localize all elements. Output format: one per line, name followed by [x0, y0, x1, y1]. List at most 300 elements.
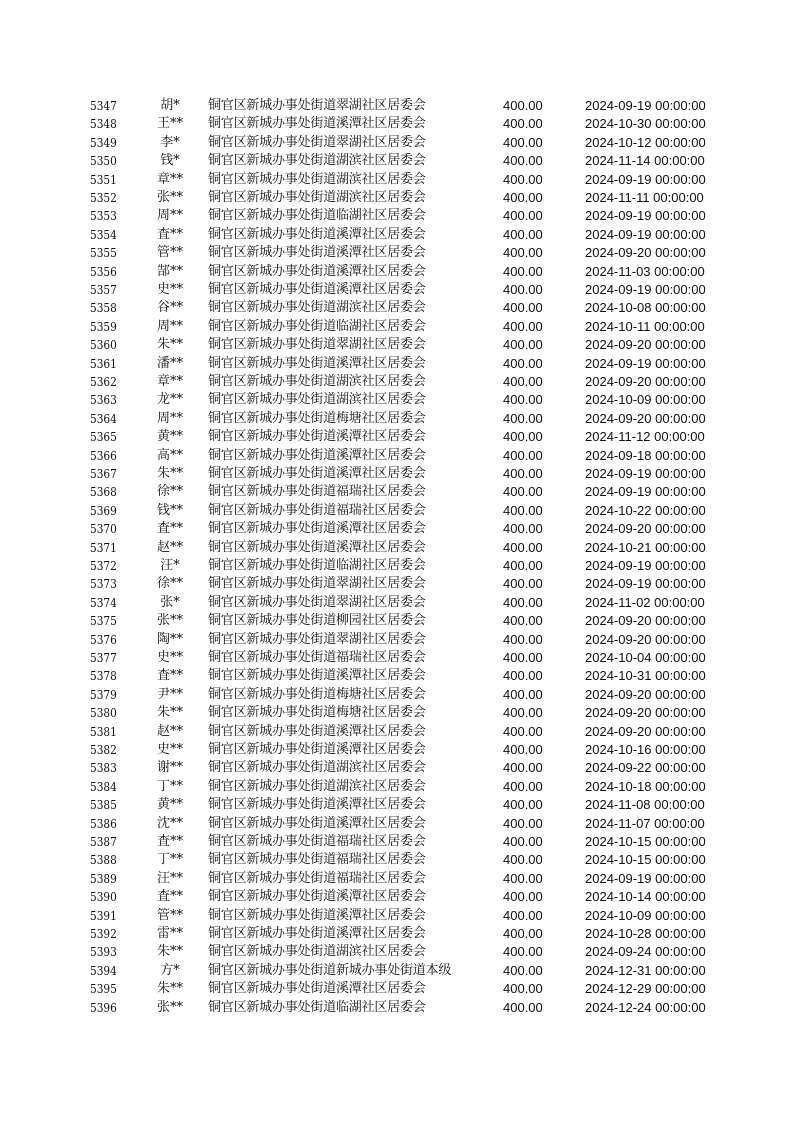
recipient-name-cell: 査** [156, 226, 183, 242]
organization-cell: 铜官区新城办事处街道临湖社区居委会 [208, 208, 426, 224]
table-row [0, 925, 793, 943]
date-cell: 2024-09-19 00:00:00 [585, 282, 706, 297]
date-cell: 2024-09-20 00:00:00 [585, 337, 706, 353]
table-row [0, 115, 793, 133]
recipient-name-cell: 朱** [156, 337, 183, 353]
record-id-cell: 5363 [90, 393, 117, 408]
amount-cell: 400.00 [503, 282, 543, 297]
table-row [0, 539, 793, 557]
record-id-cell: 5384 [90, 779, 117, 794]
date-cell: 2024-09-19 00:00:00 [585, 576, 706, 592]
record-id-cell: 5354 [90, 227, 117, 242]
record-id-cell: 5362 [90, 375, 117, 389]
date-cell: 2024-09-24 00:00:00 [585, 944, 706, 960]
date-cell: 2024-09-20 00:00:00 [585, 686, 706, 702]
record-id-cell: 5395 [90, 982, 117, 997]
record-id-cell: 5351 [90, 172, 117, 187]
amount-cell: 400.00 [503, 208, 543, 224]
organization-cell: 铜官区新城办事处街道临湖社区居委会 [208, 318, 426, 334]
recipient-name-cell: 胡* [160, 98, 180, 113]
amount-cell: 400.00 [503, 723, 543, 739]
date-cell: 2024-11-14 00:00:00 [585, 153, 705, 169]
recipient-name-cell: 査** [156, 668, 183, 684]
recipient-name-cell: 郜** [156, 263, 183, 279]
table-row [0, 907, 793, 925]
amount-cell: 400.00 [503, 834, 543, 849]
date-cell: 2024-10-15 00:00:00 [585, 852, 706, 868]
table-row [0, 704, 793, 722]
date-cell: 2024-09-22 00:00:00 [585, 760, 706, 776]
organization-cell: 铜官区新城办事处街道溪潭社区居委会 [208, 245, 426, 261]
organization-cell: 铜官区新城办事处街道湖滨社区居委会 [208, 778, 426, 794]
table-row [0, 999, 793, 1017]
amount-cell: 400.00 [503, 705, 543, 721]
date-cell: 2024-11-12 00:00:00 [585, 429, 705, 445]
organization-cell: 铜官区新城办事处街道翠湖社区居委会 [208, 631, 426, 647]
table-row [0, 520, 793, 538]
amount-cell: 400.00 [503, 134, 543, 150]
table-row [0, 410, 793, 428]
recipient-name-cell: 方* [160, 962, 180, 978]
recipient-name-cell: 査** [156, 889, 183, 905]
recipient-name-cell: 朱** [156, 705, 183, 721]
record-id-cell: 5387 [90, 835, 117, 849]
recipient-name-cell: 黄** [156, 429, 183, 445]
amount-cell: 400.00 [503, 300, 543, 316]
amount-cell: 400.00 [503, 742, 543, 757]
record-id-cell: 5393 [90, 945, 117, 960]
date-cell: 2024-09-20 00:00:00 [585, 705, 706, 721]
record-id-cell: 5374 [90, 595, 117, 610]
recipient-name-cell: 査** [156, 834, 183, 849]
recipient-name-cell: 高** [156, 447, 183, 463]
organization-cell: 铜官区新城办事处街道翠湖社区居委会 [208, 576, 426, 592]
amount-cell: 400.00 [503, 410, 543, 426]
record-id-cell: 5368 [90, 485, 117, 500]
organization-cell: 铜官区新城办事处街道溪潭社区居委会 [208, 226, 426, 242]
record-id-cell: 5383 [90, 761, 117, 776]
recipient-name-cell: 尹** [156, 686, 183, 702]
organization-cell: 铜官区新城办事处街道新城办事处街道本级 [208, 962, 452, 978]
date-cell: 2024-09-18 00:00:00 [585, 447, 706, 463]
recipient-name-cell: 汪** [156, 870, 183, 886]
record-id-cell: 5348 [90, 117, 117, 132]
date-cell: 2024-09-19 00:00:00 [585, 171, 706, 187]
date-cell: 2024-10-14 00:00:00 [585, 889, 706, 905]
table-row [0, 962, 793, 980]
date-cell: 2024-11-03 00:00:00 [585, 263, 705, 279]
amount-cell: 400.00 [503, 686, 543, 702]
record-id-cell: 5365 [90, 430, 117, 445]
amount-cell: 400.00 [503, 355, 543, 371]
table-row [0, 226, 793, 244]
date-cell: 2024-09-20 00:00:00 [585, 631, 706, 647]
recipient-name-cell: 张** [156, 613, 183, 629]
amount-cell: 400.00 [503, 668, 543, 684]
table-row [0, 631, 793, 649]
amount-cell: 400.00 [503, 190, 543, 205]
organization-cell: 铜官区新城办事处街道湖滨社区居委会 [208, 760, 426, 776]
date-cell: 2024-09-20 00:00:00 [585, 374, 706, 389]
amount-cell: 400.00 [503, 374, 543, 389]
record-id-cell: 5347 [90, 99, 117, 113]
table-row [0, 244, 793, 262]
record-id-cell: 5380 [90, 706, 117, 721]
organization-cell: 铜官区新城办事处街道溪潭社区居委会 [208, 797, 426, 813]
organization-cell: 铜官区新城办事处街道溪潭社区居委会 [208, 539, 426, 555]
table-row [0, 888, 793, 906]
table-row [0, 189, 793, 207]
amount-cell: 400.00 [503, 466, 543, 481]
record-id-cell: 5361 [90, 356, 117, 371]
date-cell: 2024-09-19 00:00:00 [585, 558, 706, 573]
amount-cell: 400.00 [503, 889, 543, 905]
table-row [0, 97, 793, 115]
recipient-name-cell: 周** [156, 318, 183, 334]
table-row [0, 741, 793, 759]
date-cell: 2024-10-18 00:00:00 [585, 778, 706, 794]
record-id-cell: 5390 [90, 890, 117, 905]
record-id-cell: 5378 [90, 669, 117, 684]
record-id-cell: 5367 [90, 467, 117, 481]
recipient-name-cell: 潘** [156, 355, 183, 371]
organization-cell: 铜官区新城办事处街道湖滨社区居委会 [208, 944, 426, 960]
recipient-name-cell: 朱** [156, 466, 183, 481]
date-cell: 2024-10-30 00:00:00 [585, 116, 706, 132]
date-cell: 2024-10-11 00:00:00 [585, 318, 705, 334]
organization-cell: 铜官区新城办事处街道溪潭社区居委会 [208, 815, 426, 831]
organization-cell: 铜官区新城办事处街道湖滨社区居委会 [208, 300, 426, 316]
recipient-name-cell: 龙** [156, 392, 183, 408]
organization-cell: 铜官区新城办事处街道溪潭社区居委会 [208, 282, 426, 297]
date-cell: 2024-11-02 00:00:00 [585, 594, 705, 610]
table-row [0, 318, 793, 336]
amount-cell: 400.00 [503, 944, 543, 960]
recipient-name-cell: 张** [156, 190, 183, 205]
date-cell: 2024-10-09 00:00:00 [585, 392, 706, 408]
date-cell: 2024-10-22 00:00:00 [585, 502, 706, 518]
amount-cell: 400.00 [503, 98, 543, 113]
table-row [0, 833, 793, 851]
date-cell: 2024-09-20 00:00:00 [585, 521, 706, 537]
recipient-name-cell: 谷** [156, 300, 183, 316]
amount-cell: 400.00 [503, 521, 543, 537]
date-cell: 2024-10-31 00:00:00 [585, 668, 706, 684]
organization-cell: 铜官区新城办事处街道湖滨社区居委会 [208, 153, 426, 169]
date-cell: 2024-09-19 00:00:00 [585, 870, 706, 886]
table-row [0, 943, 793, 961]
date-cell: 2024-10-08 00:00:00 [585, 300, 706, 316]
organization-cell: 铜官区新城办事处街道福瑞社区居委会 [208, 484, 426, 500]
organization-cell: 铜官区新城办事处街道湖滨社区居委会 [208, 374, 426, 389]
record-id-cell: 5349 [90, 135, 117, 150]
table-row [0, 447, 793, 465]
date-cell: 2024-09-20 00:00:00 [585, 723, 706, 739]
record-id-cell: 5379 [90, 687, 117, 702]
organization-cell: 铜官区新城办事处街道翠湖社区居委会 [208, 594, 426, 610]
amount-cell: 400.00 [503, 153, 543, 169]
organization-cell: 铜官区新城办事处街道福瑞社区居委会 [208, 650, 426, 665]
amount-cell: 400.00 [503, 171, 543, 187]
recipient-name-cell: 朱** [156, 981, 183, 997]
organization-cell: 铜官区新城办事处街道翠湖社区居委会 [208, 98, 426, 113]
recipient-name-cell: 章** [156, 171, 183, 187]
table-row [0, 686, 793, 704]
date-cell: 2024-11-11 00:00:00 [585, 190, 704, 205]
record-id-cell: 5372 [90, 559, 117, 573]
record-id-cell: 5375 [90, 614, 117, 629]
table-row [0, 134, 793, 152]
organization-cell: 铜官区新城办事处街道溪潭社区居委会 [208, 723, 426, 739]
recipient-name-cell: 丁** [156, 852, 183, 868]
table-row [0, 207, 793, 225]
organization-cell: 铜官区新城办事处街道溪潭社区居委会 [208, 926, 426, 941]
date-cell: 2024-09-19 00:00:00 [585, 98, 706, 113]
date-cell: 2024-10-09 00:00:00 [585, 907, 706, 923]
record-id-cell: 5382 [90, 743, 117, 757]
record-id-cell: 5391 [90, 908, 117, 923]
amount-cell: 400.00 [503, 263, 543, 279]
organization-cell: 铜官区新城办事处街道溪潭社区居委会 [208, 981, 426, 997]
record-id-cell: 5360 [90, 338, 117, 353]
amount-cell: 400.00 [503, 392, 543, 408]
amount-cell: 400.00 [503, 502, 543, 518]
amount-cell: 400.00 [503, 429, 543, 445]
organization-cell: 铜官区新城办事处街道福瑞社区居委会 [208, 502, 426, 518]
recipient-name-cell: 王** [156, 116, 183, 132]
organization-cell: 铜官区新城办事处街道溪潭社区居委会 [208, 355, 426, 371]
organization-cell: 铜官区新城办事处街道柳园社区居委会 [208, 613, 426, 629]
table-row [0, 778, 793, 796]
amount-cell: 400.00 [503, 870, 543, 886]
date-cell: 2024-09-19 00:00:00 [585, 484, 706, 500]
record-id-cell: 5369 [90, 503, 117, 518]
record-id-cell: 5389 [90, 871, 117, 886]
organization-cell: 铜官区新城办事处街道溪潭社区居委会 [208, 907, 426, 923]
amount-cell: 400.00 [503, 558, 543, 573]
record-id-cell: 5358 [90, 301, 117, 316]
record-id-cell: 5381 [90, 724, 117, 739]
recipient-name-cell: 史** [156, 282, 183, 297]
recipient-name-cell: 管** [156, 907, 183, 923]
recipient-name-cell: 李* [160, 134, 180, 150]
recipient-name-cell: 汪* [160, 558, 180, 573]
table-row [0, 355, 793, 373]
table-row [0, 980, 793, 998]
record-id-cell: 5396 [90, 1000, 117, 1015]
date-cell: 2024-11-08 00:00:00 [585, 797, 705, 813]
amount-cell: 400.00 [503, 318, 543, 334]
table-row [0, 649, 793, 667]
recipient-name-cell: 陶** [156, 631, 183, 647]
recipient-name-cell: 钱** [156, 502, 183, 518]
date-cell: 2024-09-20 00:00:00 [585, 245, 706, 261]
record-id-cell: 5373 [90, 577, 117, 592]
recipient-name-cell: 徐** [156, 576, 183, 592]
recipient-name-cell: 丁** [156, 778, 183, 794]
recipient-name-cell: 赵** [156, 539, 183, 555]
date-cell: 2024-12-29 00:00:00 [585, 981, 706, 997]
date-cell: 2024-09-19 00:00:00 [585, 355, 706, 371]
table-row [0, 815, 793, 833]
table-row [0, 299, 793, 317]
amount-cell: 400.00 [503, 613, 543, 629]
table-row [0, 263, 793, 281]
recipient-name-cell: 黄** [156, 797, 183, 813]
recipient-name-cell: 谢** [156, 760, 183, 776]
recipient-name-cell: 沈** [156, 815, 183, 831]
amount-cell: 400.00 [503, 650, 543, 665]
recipient-name-cell: 史** [156, 650, 183, 665]
amount-cell: 400.00 [503, 576, 543, 592]
date-cell: 2024-09-20 00:00:00 [585, 613, 706, 629]
table-row [0, 594, 793, 612]
recipient-name-cell: 管** [156, 245, 183, 261]
date-cell: 2024-10-04 00:00:00 [585, 650, 706, 665]
amount-cell: 400.00 [503, 484, 543, 500]
record-id-cell: 5385 [90, 798, 117, 813]
date-cell: 2024-09-19 00:00:00 [585, 208, 706, 224]
recipient-name-cell: 张** [156, 999, 183, 1015]
recipient-name-cell: 雷** [156, 926, 183, 941]
table-row [0, 465, 793, 483]
organization-cell: 铜官区新城办事处街道溪潭社区居委会 [208, 466, 426, 481]
record-id-cell: 5350 [90, 154, 117, 169]
record-id-cell: 5366 [90, 448, 117, 463]
organization-cell: 铜官区新城办事处街道福瑞社区居委会 [208, 834, 426, 849]
organization-cell: 铜官区新城办事处街道福瑞社区居委会 [208, 852, 426, 868]
amount-cell: 400.00 [503, 760, 543, 776]
table-row [0, 502, 793, 520]
organization-cell: 铜官区新城办事处街道翠湖社区居委会 [208, 337, 426, 353]
organization-cell: 铜官区新城办事处街道湖滨社区居委会 [208, 392, 426, 408]
organization-cell: 铜官区新城办事处街道梅塘社区居委会 [208, 410, 426, 426]
organization-cell: 铜官区新城办事处街道湖滨社区居委会 [208, 171, 426, 187]
amount-cell: 400.00 [503, 852, 543, 868]
date-cell: 2024-09-19 00:00:00 [585, 226, 706, 242]
organization-cell: 铜官区新城办事处街道福瑞社区居委会 [208, 870, 426, 886]
recipient-name-cell: 朱** [156, 944, 183, 960]
record-id-cell: 5394 [90, 963, 117, 978]
organization-cell: 铜官区新城办事处街道临湖社区居委会 [208, 999, 426, 1015]
amount-cell: 400.00 [503, 778, 543, 794]
recipient-name-cell: 徐** [156, 484, 183, 500]
amount-cell: 400.00 [503, 447, 543, 463]
table-row [0, 575, 793, 593]
organization-cell: 铜官区新城办事处街道溪潭社区居委会 [208, 263, 426, 279]
date-cell: 2024-10-28 00:00:00 [585, 926, 706, 941]
organization-cell: 铜官区新城办事处街道溪潭社区居委会 [208, 116, 426, 132]
recipient-name-cell: 钱* [160, 153, 180, 169]
date-cell: 2024-11-07 00:00:00 [585, 815, 705, 831]
organization-cell: 铜官区新城办事处街道临湖社区居委会 [208, 558, 426, 573]
table-row [0, 612, 793, 630]
amount-cell: 400.00 [503, 797, 543, 813]
record-id-cell: 5376 [90, 632, 117, 647]
table-row [0, 557, 793, 575]
amount-cell: 400.00 [503, 631, 543, 647]
recipient-name-cell: 周** [156, 410, 183, 426]
organization-cell: 铜官区新城办事处街道梅塘社区居委会 [208, 686, 426, 702]
date-cell: 2024-10-15 00:00:00 [585, 834, 706, 849]
organization-cell: 铜官区新城办事处街道湖滨社区居委会 [208, 190, 426, 205]
date-cell: 2024-10-16 00:00:00 [585, 742, 706, 757]
table-row [0, 152, 793, 170]
table-row [0, 171, 793, 189]
record-id-cell: 5352 [90, 191, 117, 205]
amount-cell: 400.00 [503, 337, 543, 353]
amount-cell: 400.00 [503, 981, 543, 997]
amount-cell: 400.00 [503, 999, 543, 1015]
table-row [0, 281, 793, 299]
amount-cell: 400.00 [503, 926, 543, 941]
amount-cell: 400.00 [503, 245, 543, 261]
amount-cell: 400.00 [503, 815, 543, 831]
organization-cell: 铜官区新城办事处街道溪潭社区居委会 [208, 668, 426, 684]
table-row [0, 391, 793, 409]
organization-cell: 铜官区新城办事处街道溪潭社区居委会 [208, 742, 426, 757]
recipient-name-cell: 周** [156, 208, 183, 224]
table-row [0, 667, 793, 685]
organization-cell: 铜官区新城办事处街道溪潭社区居委会 [208, 447, 426, 463]
date-cell: 2024-10-21 00:00:00 [585, 539, 706, 555]
record-id-cell: 5392 [90, 927, 117, 941]
table-row [0, 373, 793, 391]
record-id-cell: 5388 [90, 853, 117, 868]
recipient-name-cell: 査** [156, 521, 183, 537]
recipient-name-cell: 张* [160, 594, 180, 610]
date-cell: 2024-09-20 00:00:00 [585, 410, 706, 426]
amount-cell: 400.00 [503, 539, 543, 555]
table-row [0, 336, 793, 354]
date-cell: 2024-10-12 00:00:00 [585, 134, 706, 150]
record-id-cell: 5386 [90, 816, 117, 831]
record-id-cell: 5364 [90, 411, 117, 426]
record-id-cell: 5370 [90, 522, 117, 537]
recipient-name-cell: 史** [156, 742, 183, 757]
record-id-cell: 5377 [90, 651, 117, 665]
record-id-cell: 5355 [90, 246, 117, 261]
organization-cell: 铜官区新城办事处街道梅塘社区居委会 [208, 705, 426, 721]
table-row [0, 870, 793, 888]
record-id-cell: 5353 [90, 209, 117, 224]
date-cell: 2024-12-24 00:00:00 [585, 999, 706, 1015]
recipient-name-cell: 章** [156, 374, 183, 389]
record-id-cell: 5359 [90, 319, 117, 334]
table-row [0, 428, 793, 446]
organization-cell: 铜官区新城办事处街道翠湖社区居委会 [208, 134, 426, 150]
date-cell: 2024-12-31 00:00:00 [585, 962, 706, 978]
recipient-name-cell: 赵** [156, 723, 183, 739]
organization-cell: 铜官区新城办事处街道溪潭社区居委会 [208, 889, 426, 905]
amount-cell: 400.00 [503, 226, 543, 242]
amount-cell: 400.00 [503, 907, 543, 923]
table-row [0, 796, 793, 814]
record-id-cell: 5357 [90, 283, 117, 297]
table-row [0, 723, 793, 741]
amount-cell: 400.00 [503, 116, 543, 132]
amount-cell: 400.00 [503, 962, 543, 978]
date-cell: 2024-09-19 00:00:00 [585, 466, 706, 481]
table-row [0, 483, 793, 501]
table-row [0, 759, 793, 777]
record-id-cell: 5356 [90, 264, 117, 279]
amount-cell: 400.00 [503, 594, 543, 610]
record-id-cell: 5371 [90, 540, 117, 555]
table-row [0, 851, 793, 869]
organization-cell: 铜官区新城办事处街道溪潭社区居委会 [208, 521, 426, 537]
organization-cell: 铜官区新城办事处街道溪潭社区居委会 [208, 429, 426, 445]
